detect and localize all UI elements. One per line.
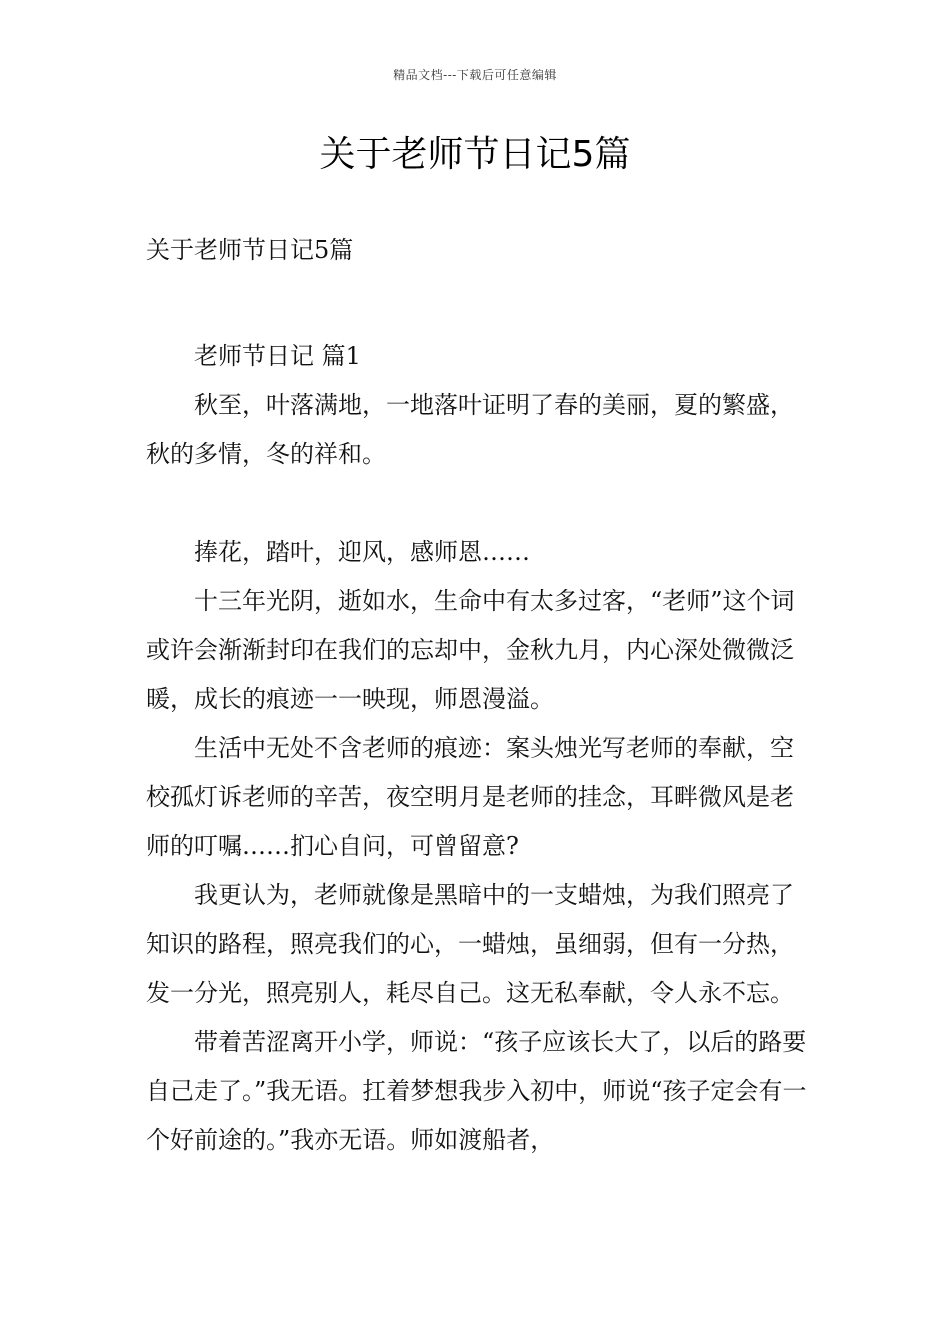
- paragraph: 捧花，踏叶，迎风，感师恩……: [194, 538, 530, 566]
- document-subtitle: 关于老师节日记5篇: [146, 236, 354, 264]
- paragraph: 十三年光阴，逝如水，生命中有太多过客，“老师”这个词或许会渐渐封印在我们的忘却中，金秋九月，内心深处微微泛暖，成长的痕迹一一映现，师恩漫溢。: [146, 587, 795, 713]
- paragraph: 秋至，叶落满地，一地落叶证明了春的美丽，夏的繁盛，秋的多情，冬的祥和。: [146, 391, 794, 468]
- section-heading: 老师节日记 篇1: [194, 342, 361, 370]
- paragraph: 我更认为，老师就像是黑暗中的一支蜡烛，为我们照亮了知识的路程，照亮我们的心，一蜡烛，虽细弱，但有一分热，发一分光，照亮别人，耗尽自己。这无私奉献，令人永不忘。: [146, 881, 794, 1007]
- paragraph: 带着苦涩离开小学，师说：“孩子应该长大了，以后的路要自己走了。”我无语。扛着梦想我步入初中，师说“孩子定会有一个好前途的。”我亦无语。师如渡船者，: [146, 1028, 807, 1154]
- document-body: [146, 332, 812, 1165]
- paragraph: 生活中无处不含老师的痕迹：案头烛光写老师的奉献，空校孤灯诉老师的辛苦，夜空明月是老师的挂念，耳畔微风是老师的叮嘱……扪心自问，可曾留意?: [146, 734, 794, 860]
- document-title: 关于老师节日记5篇: [319, 134, 631, 175]
- header-note: 精品文档---下载后可任意编辑: [393, 68, 557, 82]
